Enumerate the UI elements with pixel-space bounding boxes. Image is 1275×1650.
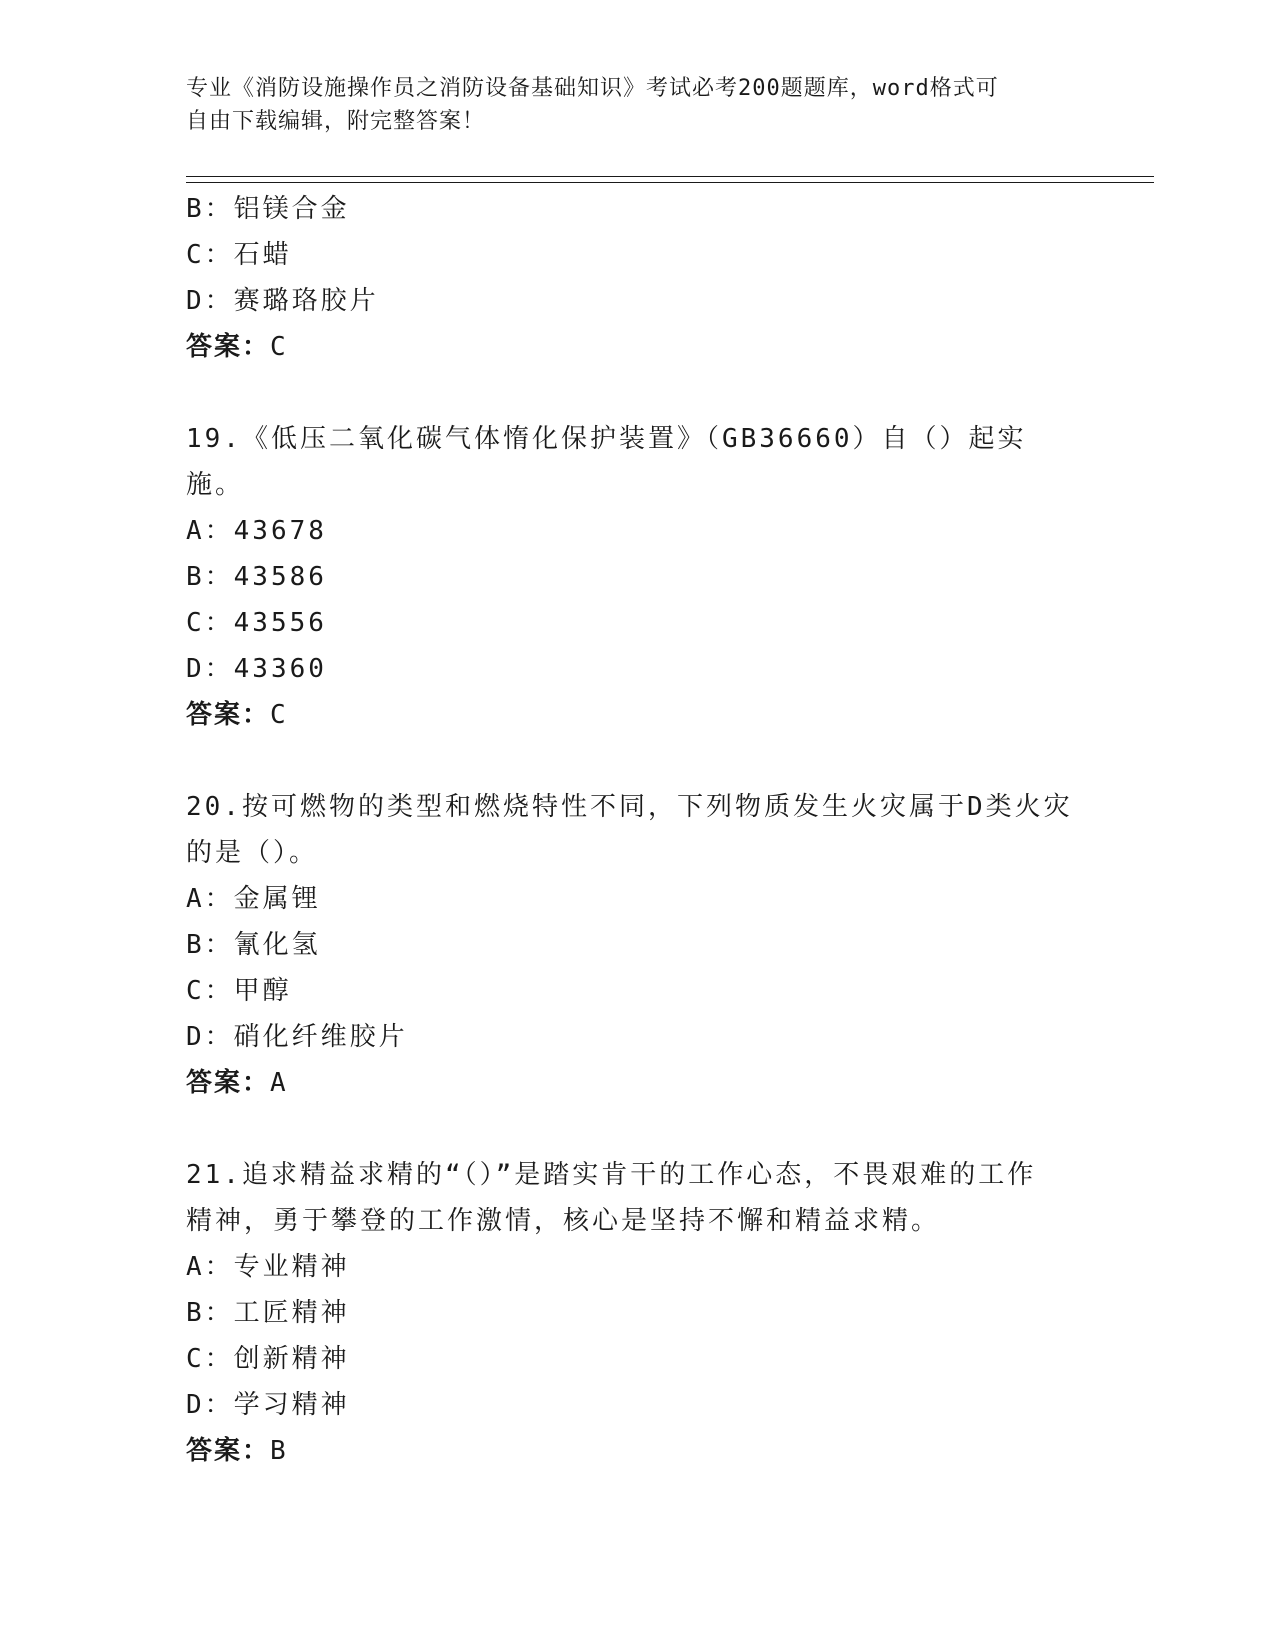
option-c: C：创新精神	[186, 1344, 350, 1374]
question-19	[186, 416, 1086, 738]
option-c: C：甲醇	[186, 976, 292, 1006]
question-20	[186, 784, 1086, 1106]
question-stem	[186, 416, 1076, 508]
spacer	[186, 1106, 1086, 1152]
carryover-question	[186, 186, 1086, 370]
question-content	[186, 186, 1086, 1474]
question-stem-line: 20.按可燃物的类型和燃烧特性不同，下列物质发生火灾属于D类火灾	[186, 792, 1073, 822]
question-stem-line: 21.追求精益求精的“（）”是踏实肯干的工作心态，不畏艰难的工作	[186, 1160, 1037, 1190]
option-b: B：43586	[186, 562, 327, 592]
answer-line: 答案：C	[186, 700, 288, 730]
option-b: B：氰化氢	[186, 930, 321, 960]
option-a: A：专业精神	[186, 1252, 350, 1282]
question-stem-line: 的是（）。	[186, 838, 319, 868]
option-c: C：石蜡	[186, 240, 292, 270]
header-divider-bottom	[186, 182, 1154, 183]
option-d: D：43360	[186, 654, 327, 684]
option-b: B：工匠精神	[186, 1298, 350, 1328]
option-a: A：43678	[186, 516, 327, 546]
option-d: D：赛璐珞胶片	[186, 286, 379, 316]
header-title-line-1: 专业《消防设施操作员之消防设备基础知识》考试必考200题题库，word格式可	[186, 76, 999, 101]
header-divider-top	[186, 176, 1154, 177]
answer-line: 答案：B	[186, 1436, 288, 1466]
option-d: D：硝化纤维胶片	[186, 1022, 408, 1052]
header-title-line-2: 自由下载编辑，附完整答案！	[186, 109, 486, 134]
spacer	[186, 370, 1086, 416]
option-d: D：学习精神	[186, 1390, 350, 1420]
option-c: C：43556	[186, 608, 327, 638]
option-a: A：金属锂	[186, 884, 321, 914]
question-stem	[186, 784, 1076, 876]
spacer	[186, 738, 1086, 784]
document-header	[186, 72, 1066, 138]
question-stem	[186, 1152, 1076, 1244]
option-b: B：铝镁合金	[186, 194, 350, 224]
question-stem-line: 19.《低压二氧化碳气体惰化保护装置》（GB36660）自（）起实施。	[186, 424, 1027, 500]
question-stem-line: 精神，勇于攀登的工作激情，核心是坚持不懈和精益求精。	[186, 1206, 941, 1236]
answer-line: 答案：A	[186, 1068, 288, 1098]
question-21	[186, 1152, 1086, 1474]
answer-line: 答案：C	[186, 332, 288, 362]
